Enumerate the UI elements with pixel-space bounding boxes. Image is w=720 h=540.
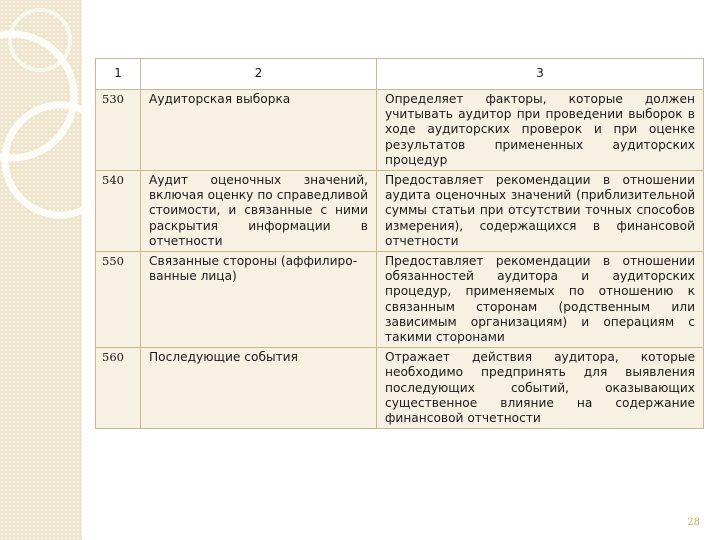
decorative-circles-icon <box>0 0 82 540</box>
table-row <box>96 90 704 171</box>
page-number: 28 <box>687 517 700 528</box>
standard-title: Последующие события <box>141 348 377 429</box>
table-row <box>96 252 704 348</box>
table-row <box>96 171 704 252</box>
standard-title: Аудиторская выборка <box>141 90 377 171</box>
standard-code: 560 <box>96 348 141 429</box>
standard-description: Предоставляет рекомендации в отношении аудита оценочных значений (приблизительной суммы статьи при отсутствии точных способов измерения), содержащихся в финансовой отчетности <box>377 171 704 252</box>
header-cell-3: 3 <box>377 59 704 90</box>
audit-standards-table <box>95 58 704 429</box>
standard-title: Аудит оценочных значений, включая оценку по справедливой стоимости, и связанные с ними раскрытия информации в отчетности <box>141 171 377 252</box>
standard-description: Предоставляет рекомендации в отношении обязанностей аудитора и аудиторских процедур, применяемых по отношению к связанным сторонам (родственным или зависимым организациям) и операциям с такими сторонами <box>377 252 704 348</box>
standard-title: Связанные стороны (аффилиро-ванные лица) <box>141 252 377 348</box>
standard-code: 540 <box>96 171 141 252</box>
table-header-row <box>96 59 704 90</box>
header-cell-1: 1 <box>96 59 141 90</box>
standard-description: Отражает действия аудитора, которые необходимо предпринять для выявления последующих событий, оказывающих существенное влияние на содержание финансовой отчетности <box>377 348 704 429</box>
standard-code: 550 <box>96 252 141 348</box>
decorative-side-strip <box>0 0 82 540</box>
standard-description: Определяет факторы, которые должен учитывать аудитор при проведении выборок в ходе аудиторских проверок и при оценке результатов примененных аудиторских процедур <box>377 90 704 171</box>
header-cell-2: 2 <box>141 59 377 90</box>
table-row <box>96 348 704 429</box>
standard-code: 530 <box>96 90 141 171</box>
